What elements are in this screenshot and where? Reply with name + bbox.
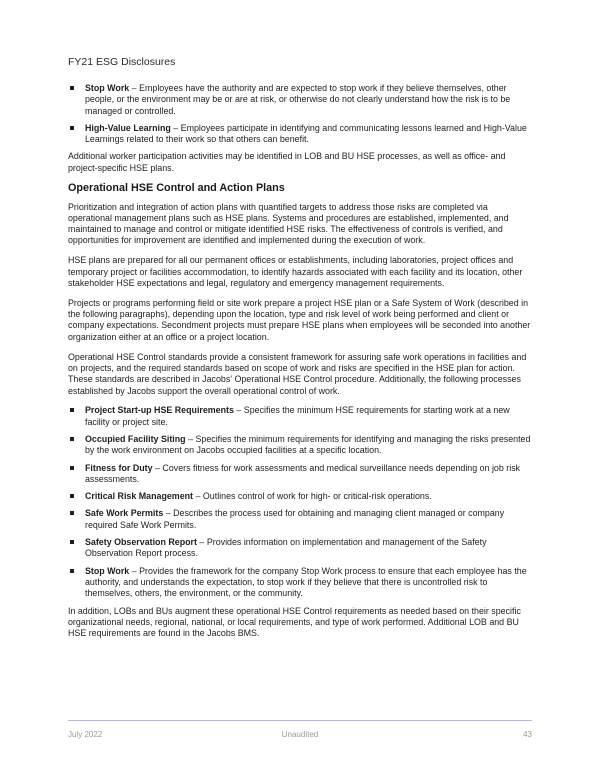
bullet-text: – Describes the process used for obtaining and managing client managed or company required Safe Work Permits. — [85, 508, 505, 530]
footer-audit-status: Unaudited — [281, 730, 319, 739]
bullet-text: – Covers fitness for work assessments and medical surveillance needs depending on job risk assessments. — [85, 462, 521, 484]
paragraph: HSE plans are prepared for all our permanent offices or establishments, including laboratories, project offices and temporary project or facilities accommodation, to identify hazards associated with each facility and its location, other stakeholder HSE expectations and legal, regulatory and emergency management requirements. — [68, 255, 523, 288]
bullet-text: – Specifies the minimum HSE requirements for starting work at a new facility or project site. — [85, 405, 510, 427]
bullet-text: – Employees have the authority and are expected to stop work if they believe themselves, other people, or the environment may be or are at risk, or otherwise do not clearly understand how the risk is to be managed or controlled. — [85, 83, 511, 116]
bullet-term: Occupied Facility Siting — [85, 433, 186, 444]
paragraph-final: In addition, LOBs and BUs augment these operational HSE Control requirements as needed based on their specific organizational needs, regional, national, or local requirements, and type of work performed. Additional LOB and BU HSE requirements are found in the Jacobs BMS. — [68, 605, 521, 639]
bullet-text: – Employees participate in identifying and communicating lessons learned and High-Value Learnings related to their work so that others can benefit. — [85, 122, 527, 145]
bullet-term: Stop Work — [85, 83, 130, 93]
list-item — [68, 491, 532, 502]
bullet-text: – Provides information on implementation and management of the Safety Observation Report process. — [85, 537, 487, 559]
page-content — [68, 83, 532, 648]
list-item — [68, 405, 532, 428]
paragraph: Prioritization and integration of action plans with quantified targets to address those risks are completed via operational management plans such as HSE plans. Systems and procedures are established, implemented, and maintained to manage and control or mitigate identified HSE risks. The effectiveness of controls is verified, and opportunities for improvement are identified and implemented during the execution of work. — [68, 201, 509, 246]
footer-page-number: 43 — [523, 730, 532, 739]
bullet-term: Stop Work — [85, 565, 130, 576]
list-item — [68, 123, 532, 146]
bullet-term: High-Value Learning — [85, 122, 171, 133]
bullet-list-top — [68, 83, 532, 145]
bullet-term: Safe Work Permits — [85, 508, 164, 519]
list-item — [68, 566, 532, 600]
bullet-text: – Provides the framework for the company Stop Work process to ensure that each employee has the authority, and understands the expectation, to stop work if they believe that there is uncontrolled risk to themselves, others, the environment, or the community. — [85, 565, 527, 599]
list-item — [68, 463, 532, 486]
bullet-term: Fitness for Duty — [85, 462, 153, 473]
bullet-list-bottom — [68, 405, 532, 599]
paragraph-additional: Additional worker participation activities may be identified in LOB and BU HSE processes, as well as office- and project-specific HSE plans. — [68, 151, 506, 173]
page-header-title: FY21 ESG Disclosures — [68, 56, 176, 68]
bullet-text: – Specifies the minimum requirements for identifying and managing the risks presented by the work environment on Jacobs occupied facilities at a specific location. — [85, 433, 531, 456]
bullet-term: Project Start-up HSE Requirements — [85, 405, 234, 416]
bullet-term: Safety Observation Report — [85, 537, 197, 548]
bullet-text: – Outlines control of work for high- or critical-risk operations. — [193, 491, 432, 502]
section-heading: Operational HSE Control and Action Plans — [68, 181, 285, 194]
list-item — [68, 83, 532, 117]
footer-divider — [68, 720, 532, 721]
list-item — [68, 537, 532, 560]
list-item — [68, 434, 532, 457]
paragraph: Operational HSE Control standards provide a consistent framework for assuring safe work operations in facilities and on projects, and the required standards based on scope of work and risks are specified in the HSE plan for action. These standards are described in Jacobs' Operational HSE Control procedure. Additionally, the following processes established by Jacobs support the overall operational control of work. — [68, 351, 527, 396]
bullet-term: Critical Risk Management — [85, 491, 194, 502]
list-item — [68, 508, 532, 531]
paragraph: Projects or programs performing field or site work prepare a project HSE plan or a Safe System of Work (described in the following paragraphs), depending upon the location, type and risk level of work being performed and client or company expectations. Secondment projects must prepare HSE plans when employees will be seconded into another organization either at an office or a project location. — [68, 297, 531, 342]
footer-date: July 2022 — [68, 730, 103, 739]
